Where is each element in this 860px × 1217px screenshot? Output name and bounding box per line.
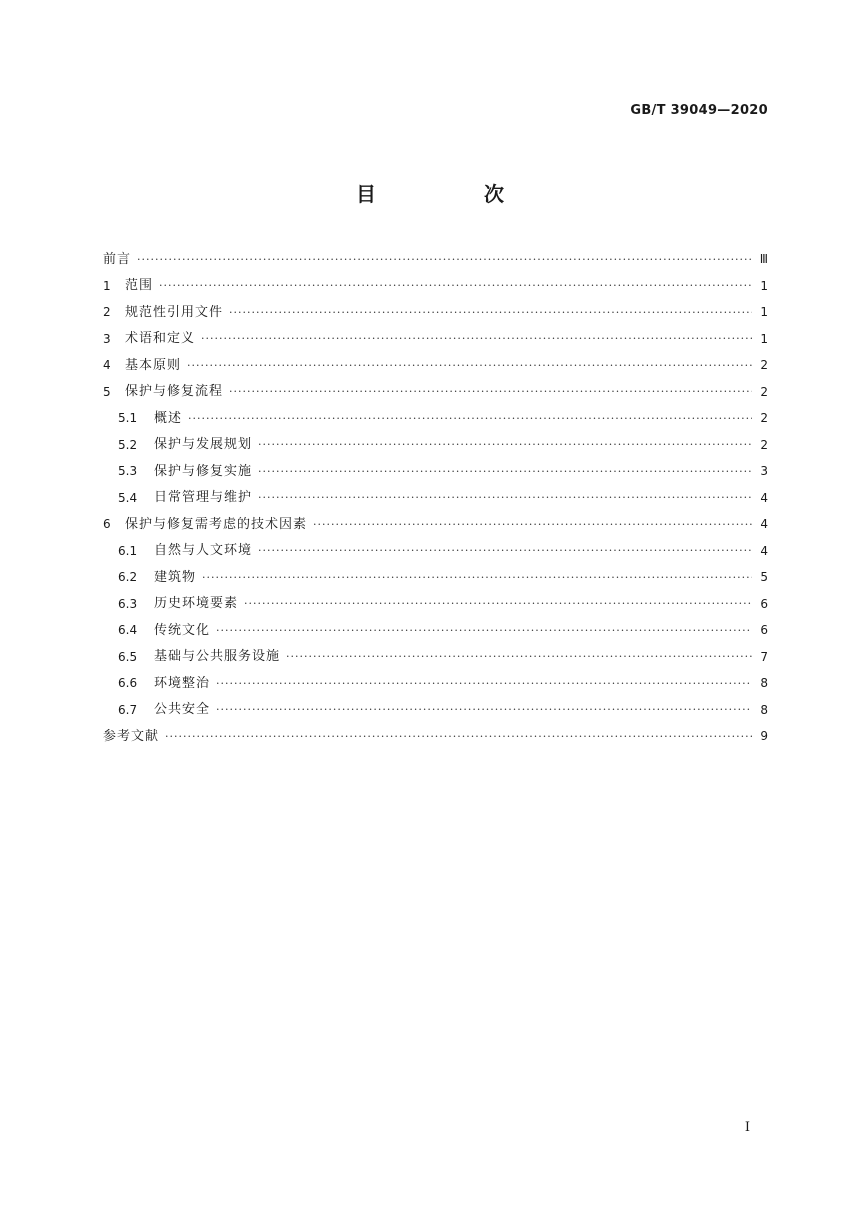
toc-entry-label: 建筑物: [154, 569, 197, 585]
toc-entry-page: 1: [760, 331, 768, 346]
toc-entry[interactable]: [103, 273, 768, 300]
toc-entry[interactable]: [103, 564, 768, 591]
toc-leader-dots: [244, 598, 752, 609]
toc-leader-dots: [137, 254, 752, 265]
toc-entry-number: 5.1: [118, 411, 138, 426]
toc-entry-label: 概述: [154, 410, 183, 426]
toc-entry-label: 环境整治: [154, 675, 211, 691]
toc-entry-page: 2: [760, 437, 768, 452]
toc-entry-label: 术语和定义: [125, 331, 196, 347]
toc-entry-number: 1: [103, 278, 111, 293]
toc-entry-label: 保护与修复实施: [154, 463, 253, 479]
toc-leader-dots: [216, 704, 752, 715]
standard-code: GB/T 39049—2020: [630, 103, 768, 118]
toc-entry-number: 6.7: [118, 702, 138, 717]
toc-entry-number: 6.3: [118, 596, 138, 611]
toc-entry[interactable]: [103, 723, 768, 750]
toc-entry[interactable]: [103, 644, 768, 671]
toc-entry[interactable]: [103, 405, 768, 432]
toc-entry-label: 参考文献: [103, 728, 160, 744]
toc-leader-dots: [258, 492, 752, 503]
toc-entry-label: 日常管理与维护: [154, 490, 253, 506]
toc-entry-page: 3: [760, 464, 768, 479]
toc-entry[interactable]: [103, 299, 768, 326]
toc-entry-number: 6.4: [118, 623, 138, 638]
toc-entry[interactable]: [103, 538, 768, 565]
page-number: Ⅰ: [744, 1120, 750, 1135]
toc-entry[interactable]: [103, 432, 768, 459]
toc-entry-label: 保护与发展规划: [154, 437, 253, 453]
toc-entry[interactable]: [103, 697, 768, 724]
toc-leader-dots: [258, 439, 752, 450]
toc-leader-dots: [202, 572, 752, 583]
toc-entry-number: 5.3: [118, 464, 138, 479]
toc-entry-number: 5.2: [118, 437, 138, 452]
toc-entry-page: 9: [760, 729, 768, 744]
toc-entry[interactable]: [103, 352, 768, 379]
toc-entry-number: 6.5: [118, 649, 138, 664]
toc-entry[interactable]: [103, 458, 768, 485]
toc-entry-label: 保护与修复流程: [125, 384, 224, 400]
toc-entry-number: 2: [103, 305, 111, 320]
toc-entry-number: 4: [103, 358, 111, 373]
toc-entry-page: 7: [760, 649, 768, 664]
toc-entry-number: 5.4: [118, 490, 138, 505]
toc-entry-label: 历史环境要素: [154, 596, 239, 612]
toc-entry-page: 4: [760, 517, 768, 532]
toc-entry-number: 6.2: [118, 570, 138, 585]
toc-leader-dots: [313, 519, 752, 530]
toc-entry[interactable]: [103, 379, 768, 406]
toc-entry-label: 基本原则: [125, 357, 182, 373]
toc-leader-dots: [286, 651, 752, 662]
toc-entry-page: 6: [760, 623, 768, 638]
toc-entry-page: 8: [760, 676, 768, 691]
toc-entry-number: 3: [103, 331, 111, 346]
toc-entry-page: 8: [760, 702, 768, 717]
toc-entry[interactable]: [103, 485, 768, 512]
toc-entry-page: 4: [760, 490, 768, 505]
toc-leader-dots: [258, 545, 752, 556]
toc-entry-page: 6: [760, 596, 768, 611]
toc-entry-page: 5: [760, 570, 768, 585]
toc-entry-label: 公共安全: [154, 702, 211, 718]
toc-entry[interactable]: [103, 617, 768, 644]
toc-entry-page: 4: [760, 543, 768, 558]
toc-entry[interactable]: [103, 591, 768, 618]
toc-leader-dots: [229, 386, 752, 397]
toc-entry-label: 范围: [125, 278, 154, 294]
toc-entry-number: 6.6: [118, 676, 138, 691]
toc-leader-dots: [187, 360, 752, 371]
toc-entry-number: 5: [103, 384, 111, 399]
toc-entry[interactable]: [103, 511, 768, 538]
toc-entry-number: 6.1: [118, 543, 138, 558]
toc-leader-dots: [216, 625, 752, 636]
toc-title: 目 次: [356, 182, 548, 206]
toc-entry-label: 自然与人文环境: [154, 543, 253, 559]
toc-leader-dots: [159, 280, 752, 291]
toc-entry-page: 2: [760, 358, 768, 373]
toc-entry-page: 2: [760, 384, 768, 399]
table-of-contents: [103, 246, 768, 750]
toc-leader-dots: [188, 413, 752, 424]
toc-leader-dots: [258, 466, 752, 477]
toc-entry-page: 2: [760, 411, 768, 426]
toc-leader-dots: [165, 731, 752, 742]
toc-entry-label: 规范性引用文件: [125, 304, 224, 320]
toc-entry-label: 基础与公共服务设施: [154, 649, 281, 665]
toc-entry-number: 6: [103, 517, 111, 532]
toc-entry-page: 1: [760, 305, 768, 320]
toc-entry-label: 保护与修复需考虑的技术因素: [125, 516, 308, 532]
toc-entry[interactable]: [103, 670, 768, 697]
toc-entry[interactable]: [103, 246, 768, 273]
toc-leader-dots: [201, 333, 752, 344]
toc-leader-dots: [229, 307, 752, 318]
toc-entry[interactable]: [103, 326, 768, 353]
toc-entry-page: Ⅲ: [759, 252, 768, 267]
toc-leader-dots: [216, 678, 752, 689]
toc-entry-label: 传统文化: [154, 622, 211, 638]
toc-entry-page: 1: [760, 278, 768, 293]
toc-entry-label: 前言: [103, 251, 132, 267]
